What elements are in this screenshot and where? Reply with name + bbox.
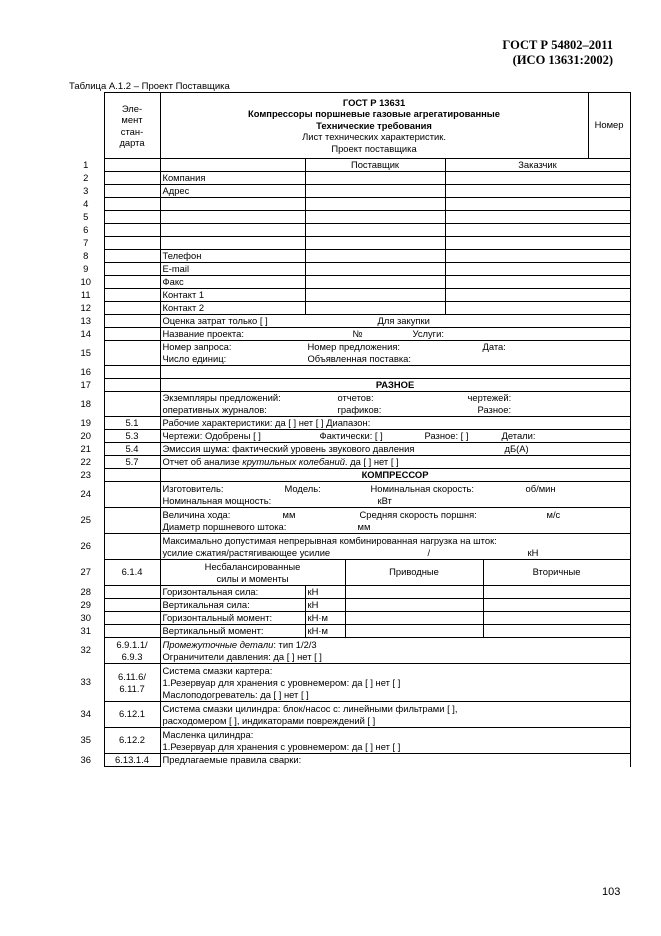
page-number: 103	[602, 886, 621, 898]
drawings-copies: чертежей:	[467, 392, 512, 403]
table-row: 20 5.3 Чертежи: Одобрены [ ] Фактически: [ ] Разное: [ ] Детали:	[68, 430, 630, 443]
cost-estimate-only: Оценка затрат только [ ]	[162, 314, 268, 326]
drawings-misc: Разное: [ ]	[424, 429, 469, 441]
company-label: Компания	[160, 172, 305, 185]
section-compressor: КОМПРЕССОР	[160, 469, 630, 482]
table-row: 13 Оценка затрат только [ ] Для закупки	[68, 315, 630, 328]
services: Услуги:	[412, 327, 444, 339]
offer-number: Номер предложения:	[307, 341, 400, 352]
performance: Рабочие характеристики: да [ ] нет [ ] Диапазон:	[160, 417, 630, 430]
forces-moments-label: силы и моменты	[216, 572, 289, 584]
data-sheet-table	[68, 92, 631, 767]
oil-heater: Маслоподогреватель: да [ ] нет [ ]	[162, 688, 309, 700]
vertical-moment: Вертикальный момент:	[160, 625, 305, 638]
element-column-header: Эле- мент стан- дарта	[104, 93, 160, 159]
table-row: 34 6.12.1 Система смазки цилиндра: блок/насос с: линейными фильтрами [ ], расходомером [ ], индикаторами повреждений [ ]	[68, 702, 630, 728]
contact2-label: Контакт 2	[160, 302, 305, 315]
sheet-title	[160, 93, 588, 159]
table-row: 19 5.1 Рабочие характеристики: да [ ] нет [ ] Диапазон:	[68, 417, 630, 430]
horizontal-moment: Горизонтальный момент:	[160, 612, 305, 625]
drive-header: Приводные	[345, 560, 483, 586]
table-row: 6	[68, 224, 630, 237]
noise-unit: дБ(А)	[504, 442, 529, 454]
crankcase-lube: Система смазки картера:	[162, 664, 273, 676]
table-row: 35 6.12.2 Масленка цилиндра: 1.Резервуар для хранения с уровнемером: да [ ] нет [ ]	[68, 728, 630, 754]
table-row: 8 Телефон	[68, 250, 630, 263]
unbalanced-label: Несбалансированные	[204, 560, 301, 572]
stroke-unit: мм	[282, 508, 296, 520]
rod-diameter: Диаметр поршневого штока:	[162, 520, 287, 532]
project-number: №	[352, 327, 363, 339]
table-row: 1 Поставщик Заказчик	[68, 159, 630, 172]
table-row: 5	[68, 211, 630, 224]
title-name: Компрессоры поршневые газовые агрегатированные	[248, 108, 501, 120]
rod-load-separator: /	[427, 546, 431, 558]
project-name: Название проекта:	[162, 327, 244, 339]
manufacturer: Изготовитель:	[162, 482, 224, 494]
noise-emission: Эмиссия шума: фактический уровень звукового давления	[162, 442, 415, 454]
table-row: 16	[68, 366, 630, 379]
table-row: 4	[68, 198, 630, 211]
table-row: 25 Величина хода: мм Средняя скорость поршня: м/с Диаметр поршневого штока: мм	[68, 508, 630, 534]
cylinder-lube: Система смазки цилиндра: блок/насос с: линейными фильтрами [ ],	[162, 702, 458, 714]
contact1-label: Контакт 1	[160, 289, 305, 302]
cylinder-lubricator: Масленка цилиндра:	[162, 728, 254, 740]
table-header-row	[68, 93, 630, 159]
table-row: 30 Горизонтальный момент: кН·м	[68, 612, 630, 625]
section-misc: РАЗНОЕ	[160, 379, 630, 392]
vertical-force: Вертикальная сила:	[160, 599, 305, 612]
rated-power: Номинальная мощность:	[162, 494, 272, 506]
rod-load-unit: кН	[527, 546, 539, 558]
unit-count: Число единиц:	[162, 353, 227, 364]
standard-number: ГОСТ Р 54802–2011	[502, 38, 613, 52]
distance-pieces: Промежуточные детали: тип 1/2/3	[162, 638, 317, 650]
piston-speed: Средняя скорость поршня:	[359, 508, 477, 520]
table-row: 22 5.7 Отчет об анализе крутильных колебаний. да [ ] нет [ ]	[68, 456, 630, 469]
piston-speed-unit: м/с	[546, 508, 561, 520]
email-label: E-mail	[160, 263, 305, 276]
document-header	[502, 38, 613, 68]
table-row: 24 Изготовитель: Модель: Номинальная скорость: об/мин Номинальная мощность: кВт	[68, 482, 630, 508]
drawings-actual: Фактически: [ ]	[319, 429, 383, 441]
table-row: 3 Адрес	[68, 185, 630, 198]
date: Дата:	[482, 341, 506, 352]
title-standard: ГОСТ Р 13631	[342, 96, 406, 108]
rated-power-unit: кВт	[377, 494, 392, 506]
iso-reference: (ИСО 13631:2002)	[512, 53, 613, 67]
table-row: 28 Горизонтальная сила: кН	[68, 586, 630, 599]
table-row: 7	[68, 237, 630, 250]
table-row: 23 КОМПРЕССОР	[68, 469, 630, 482]
max-rod-load: Максимально допустимая непрерывная комбинированная нагрузка на шток:	[162, 534, 497, 546]
offer-copies: Экземпляры предложений:	[162, 392, 281, 403]
address-label: Адрес	[160, 185, 305, 198]
model: Модель:	[284, 482, 321, 494]
table-row: 36 6.13.1.4 Предлагаемые правила сварки:	[68, 754, 630, 767]
charts-copies: графиков:	[337, 404, 382, 415]
rated-speed: Номинальная скорость:	[370, 482, 474, 494]
table-row: 31 Вертикальный момент: кН·м	[68, 625, 630, 638]
cylinder-lube-meters: расходомером [ ], индикаторами повреждений [ ]	[162, 714, 376, 726]
supplier-header: Поставщик	[305, 159, 445, 172]
table-row: 29 Вертикальная сила: кН	[68, 599, 630, 612]
torsional-report: Отчет об анализе крутильных колебаний. да [ ] нет [ ]	[160, 456, 630, 469]
table-row: 26 Максимально допустимая непрерывная комбинированная нагрузка на шток: усилие сжатия/растягивающее усилие / кН	[68, 534, 630, 560]
table-row: 17 РАЗНОЕ	[68, 379, 630, 392]
phone-label: Телефон	[160, 250, 305, 263]
request-number: Номер запроса:	[162, 341, 232, 352]
table-row: 18 Экземпляры предложений: отчетов: чертежей: оперативных журналов: графиков: Разное:	[68, 392, 630, 417]
for-purchase: Для закупки	[377, 314, 430, 326]
lubricator-reservoir: 1.Резервуар для хранения с уровнемером: да [ ] нет [ ]	[162, 740, 401, 752]
horizontal-force: Горизонтальная сила:	[160, 586, 305, 599]
drawings-approved: Чертежи: Одобрены [ ]	[162, 429, 261, 441]
title-requirements: Технические требования	[316, 119, 432, 131]
table-row: 21 5.4 Эмиссия шума: фактический уровень звукового давления дБ(А)	[68, 443, 630, 456]
rod-diameter-unit: мм	[357, 520, 371, 532]
title-sheet: Лист технических характеристик.	[302, 131, 446, 143]
drawings-details: Детали:	[501, 429, 536, 441]
crankcase-reservoir: 1.Резервуар для хранения с уровнемером: да [ ] нет [ ]	[162, 676, 401, 688]
reports-copies: отчетов:	[337, 392, 374, 403]
rated-speed-unit: об/мин	[525, 482, 556, 494]
stroke-length: Величина хода:	[162, 508, 231, 520]
welding-rules: Предлагаемые правила сварки:	[160, 754, 630, 767]
logbook-copies: оперативных журналов:	[162, 404, 267, 415]
title-project: Проект поставщика	[331, 142, 417, 154]
table-row: 10 Факс	[68, 276, 630, 289]
table-caption: Таблица А.1.2 – Проект Поставщика	[69, 81, 230, 92]
table-row: 27 6.1.4 Несбалансированные силы и моменты Приводные Вторичные	[68, 560, 630, 586]
fax-label: Факс	[160, 276, 305, 289]
declared-delivery: Объявленная поставка:	[307, 353, 411, 364]
table-row: 15 Номер запроса: Номер предложения: Дата: Число единиц: Объявленная поставка:	[68, 341, 630, 366]
table-row: 14 Название проекта: № Услуги:	[68, 328, 630, 341]
rod-load-forces: усилие сжатия/растягивающее усилие	[162, 546, 331, 558]
table-row: 2 Компания	[68, 172, 630, 185]
misc-copies: Разное:	[477, 404, 512, 415]
number-column-header: Номер	[588, 93, 630, 159]
secondary-header: Вторичные	[483, 560, 630, 586]
table-row: 11 Контакт 1	[68, 289, 630, 302]
customer-header: Заказчик	[445, 159, 630, 172]
table-row: 32 6.9.1.1/ 6.9.3 Промежуточные детали: тип 1/2/3 Ограничители давления: да [ ] нет [ ]	[68, 638, 630, 664]
table-row: 33 6.11.6/ 6.11.7 Система смазки картера: 1.Резервуар для хранения с уровнемером: да [ ] нет [ ] Маслоподогреватель: да [ ] нет [ ]	[68, 664, 630, 702]
table-row: 9 E-mail	[68, 263, 630, 276]
pressure-limiters: Ограничители давления: да [ ] нет [ ]	[162, 650, 322, 662]
table-row: 12 Контакт 2	[68, 302, 630, 315]
